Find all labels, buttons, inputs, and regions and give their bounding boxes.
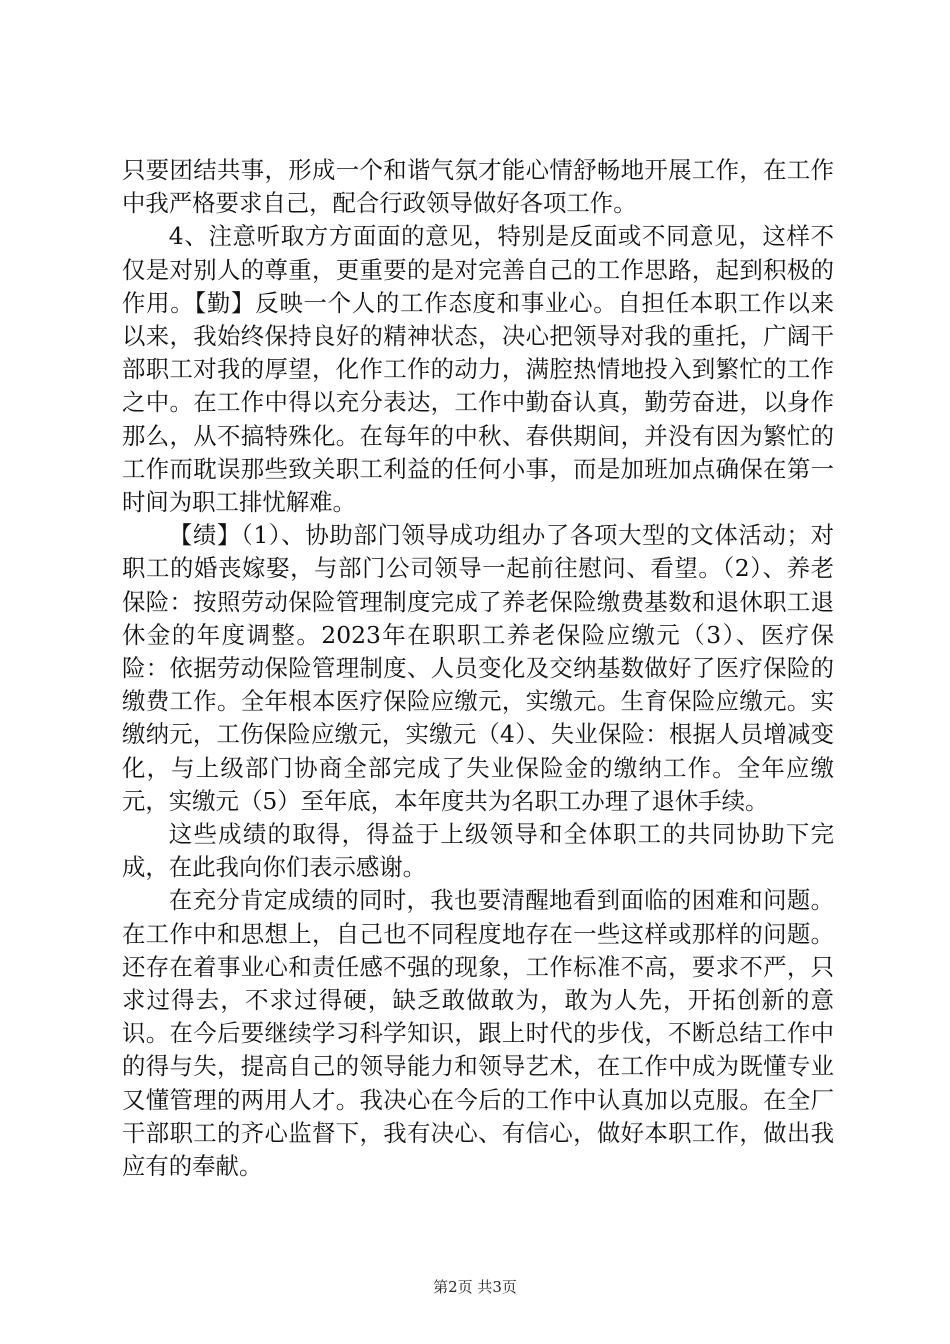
paragraph-1: 只要团结共事，形成一个和谐气氛才能心情舒畅地开展工作，在工作中我严格要求自己，配合行政领导做好各项工作。 — [122, 156, 834, 218]
paragraph-5: 在充分肯定成绩的同时，我也要清醒地看到面临的困难和问题。在工作中和思想上，自己也不同程度地存在一些这样或那样的问题。还存在着事业心和责任感不强的现象，工作标准不高，要求不严，只求过得去，不求过得硬，缺乏敢做敢为，敢为人先，开拓创新的意识。在今后要继续学习科学知识，跟上时代的步伐，不断总结工作中的得与失，提高自己的领导能力和领导艺术，在工作中成为既懂专业又懂管理的两用人才。我决心在今后的工作中认真加以克服。在全厂干部职工的齐心监督下，我有决心、有信心，做好本职工作，做出我应有的奉献。 — [122, 886, 834, 1181]
page-footer — [0, 1277, 950, 1297]
page-number-label: 第2页 共3页 — [433, 1278, 517, 1296]
document-body — [122, 154, 834, 1183]
paragraph-2: 4、注意听取方方面面的意见，特别是反面或不同意见，这样不仅是对别人的尊重，更重要的是对完善自己的工作思路，起到积极的作用。【勤】反映一个人的工作态度和事业心。自担任本职工作以来以来，我始终保持良好的精神状态，决心把领导对我的重托，广阔干部职工对我的厚望，化作工作的动力，满腔热情地投入到繁忙的工作之中。在工作中得以充分表达，工作中勤奋认真，勤劳奋进，以身作那么，从不搞特殊化。在每年的中秋、春供期间，并没有因为繁忙的工作而耽误那些致关职工利益的任何小事，而是加班加点确保在第一时间为职工排忧解难。 — [122, 222, 834, 517]
paragraph-3: 【绩】（1）、协助部门领导成功组办了各项大型的文体活动；对职工的婚丧嫁娶，与部门公司领导一起前往慰问、看望。（2）、养老保险：按照劳动保险管理制度完成了养老保险缴费基数和退休职工退休金的年度调整。2023年在职职工养老保险应缴元（3）、医疗保险：依据劳动保险管理制度、人员变化及交纳基数做好了医疗保险的缴费工作。全年根本医疗保险应缴元，实缴元。生育保险应缴元。实缴纳元，工伤保险应缴元，实缴元（4）、失业保险：根据人员增减变化，与上级部门协商全部完成了失业保险金的缴纳工作。全年应缴元，实缴元（5）至年底，本年度共为名职工办理了退休手续。 — [122, 521, 834, 815]
paragraph-4: 这些成绩的取得，得益于上级领导和全体职工的共同协助下完成，在此我向你们表示感谢。 — [122, 820, 834, 882]
